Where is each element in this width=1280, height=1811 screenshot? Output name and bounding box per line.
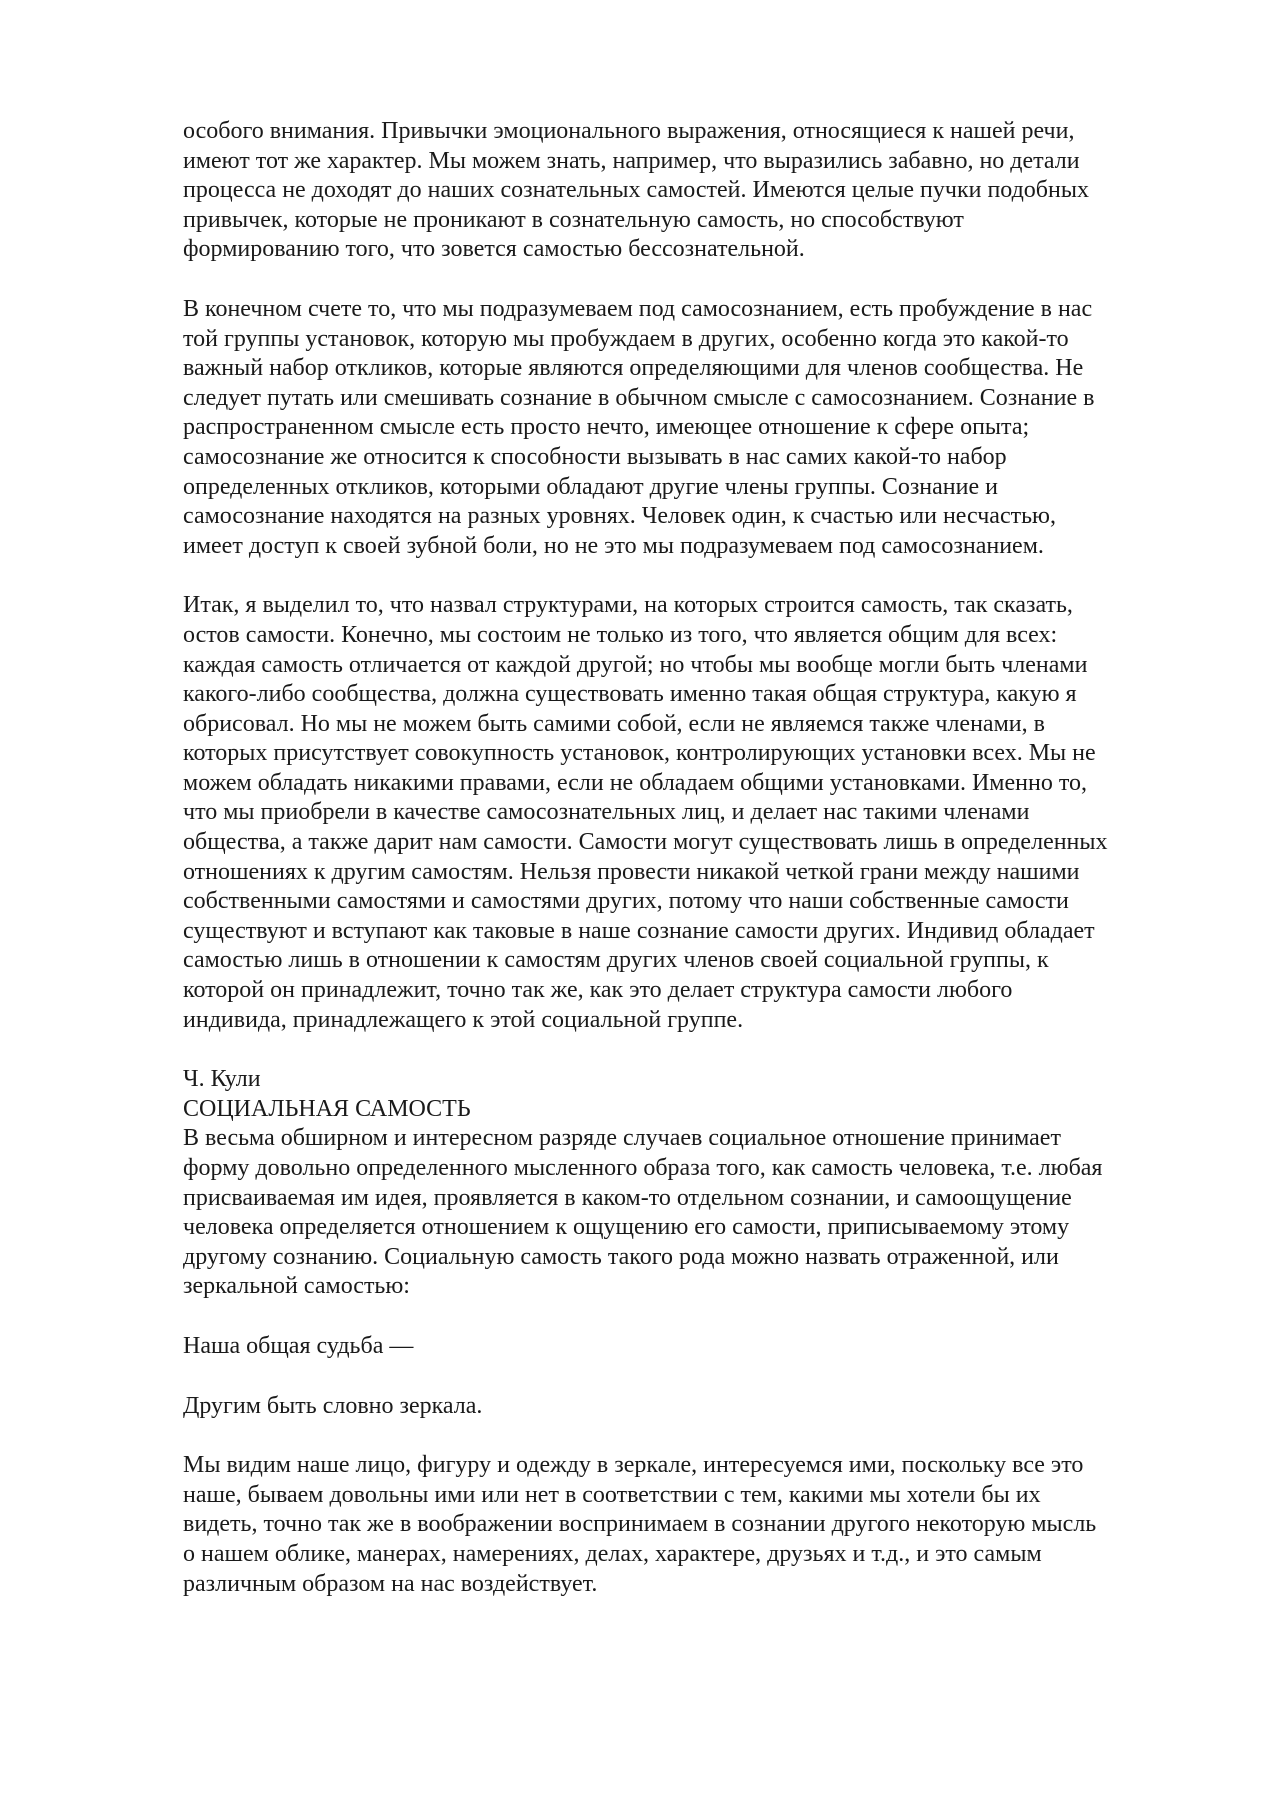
text-line: можем обладать никакими правами, если не обладаем общими установками. Именно то, xyxy=(183,769,1087,796)
text-line: существуют и вступают как таковые в наше сознание самости других. Индивид обладает xyxy=(183,917,1095,944)
text-line: самосознание находятся на разных уровнях. Человек один, к счастью или несчастью, xyxy=(183,503,1056,530)
text-line: процесса не доходят до наших сознательных самостей. Имеются целые пучки подобных xyxy=(183,177,1089,204)
paragraph xyxy=(183,117,1183,265)
text-line: о нашем облике, манерах, намерениях, делах, характере, друзьях и т.д., и это самым xyxy=(183,1540,1042,1567)
text-line: присваиваемая им идея, проявляется в каком-то отдельном сознании, и самоощущение xyxy=(183,1184,1072,1211)
author-name: Ч. Кули xyxy=(183,1066,261,1093)
text-line: формированию того, что зовется самостью бессознательной. xyxy=(183,236,805,263)
text-line: Наша общая судьба — xyxy=(183,1332,414,1359)
text-line: которых присутствует совокупность установок, контролирующих установки всех. Мы не xyxy=(183,740,1096,767)
text-line: индивида, принадлежащего к этой социальной группе. xyxy=(183,1006,744,1033)
text-line: распространенном смысле есть просто нечто, имеющее отношение к сфере опыта; xyxy=(183,414,1030,441)
text-line: различным образом на нас воздействует. xyxy=(183,1570,598,1597)
text-line: имеют тот же характер. Мы можем знать, например, что выразились забавно, но детали xyxy=(183,147,1080,174)
text-line: самосознание же относится к способности вызывать в нас самих какой-то набор xyxy=(183,443,1007,470)
text-line: обрисовал. Но мы не можем быть самими собой, если не являемся также членами, в xyxy=(183,710,1045,737)
text-line: В весьма обширном и интересном разряде случаев социальное отношение принимает xyxy=(183,1125,1061,1152)
text-line: самостью лишь в отношении к самостям других членов своей социальной группы, к xyxy=(183,947,1049,974)
text-line: которой он принадлежит, точно так же, как это делает структура самости любого xyxy=(183,977,1013,1004)
document-body xyxy=(183,117,1183,1599)
text-line: следует путать или смешивать сознание в обычном смысле с самосознанием. Сознание в xyxy=(183,384,1095,411)
text-line: особого внимания. Привычки эмоционального выражения, относящиеся к нашей речи, xyxy=(183,118,1075,144)
text-line: определенных откликов, которыми обладают другие члены группы. Сознание и xyxy=(183,473,998,500)
text-line: какого-либо сообщества, должна существовать именно такая общая структура, какую я xyxy=(183,681,1077,708)
verse-line xyxy=(183,1332,1183,1362)
paragraph xyxy=(183,591,1183,1035)
section-title: СОЦИАЛЬНАЯ САМОСТЬ xyxy=(183,1095,471,1122)
text-line: каждая самость отличается от каждой другой; но чтобы мы вообще могли быть членами xyxy=(183,651,1088,678)
text-line: той группы установок, которую мы пробуждаем в других, особенно когда это какой-то xyxy=(183,325,1069,352)
text-line: зеркальной самостью: xyxy=(183,1273,410,1300)
text-line: человека определяется отношением к ощущению его самости, приписываемому этому xyxy=(183,1214,1070,1241)
text-line: Другим быть словно зеркала. xyxy=(183,1392,483,1419)
paragraph xyxy=(183,1451,1183,1599)
text-line: другому сознанию. Социальную самость такого рода можно назвать отраженной, или xyxy=(183,1243,1059,1270)
text-line: В конечном счете то, что мы подразумеваем под самосознанием, есть пробуждение в нас xyxy=(183,295,1093,322)
text-line: остов самости. Конечно, мы состоим не только из того, что является общим для всех: xyxy=(183,621,1058,648)
paragraph xyxy=(183,295,1183,561)
text-line: привычек, которые не проникают в сознательную самость, но способствуют xyxy=(183,206,964,233)
text-line: Итак, я выделил то, что назвал структурами, на которых строится самость, так сказать, xyxy=(183,592,1073,619)
verse-line xyxy=(183,1392,1183,1422)
text-line: Мы видим наше лицо, фигуру и одежду в зеркале, интересуемся ими, поскольку все это xyxy=(183,1452,1084,1479)
text-line: видеть, точно так же в воображении воспринимаем в сознании другого некоторую мысль xyxy=(183,1511,1097,1538)
section-cooley xyxy=(183,1065,1183,1302)
text-line: собственными самостями и самостями других, потому что наши собственные самости xyxy=(183,888,1069,915)
text-line: имеет доступ к своей зубной боли, но не это мы подразумеваем под самосознанием. xyxy=(183,532,1044,559)
text-line: наше, бываем довольны ими или нет в соответствии с тем, какими мы хотели бы их xyxy=(183,1481,1041,1508)
text-line: что мы приобрели в качестве самосознательных лиц, и делает нас такими членами xyxy=(183,799,1030,826)
text-line: форму довольно определенного мысленного образа того, как самость человека, т.е. любая xyxy=(183,1155,1103,1181)
text-line: отношениях к другим самостям. Нельзя провести никакой четкой грани между нашими xyxy=(183,858,1080,885)
text-line: общества, а также дарит нам самости. Самости могут существовать лишь в определенных xyxy=(183,829,1108,856)
text-line: важный набор откликов, которые являются определяющими для членов сообщества. Не xyxy=(183,355,1084,382)
